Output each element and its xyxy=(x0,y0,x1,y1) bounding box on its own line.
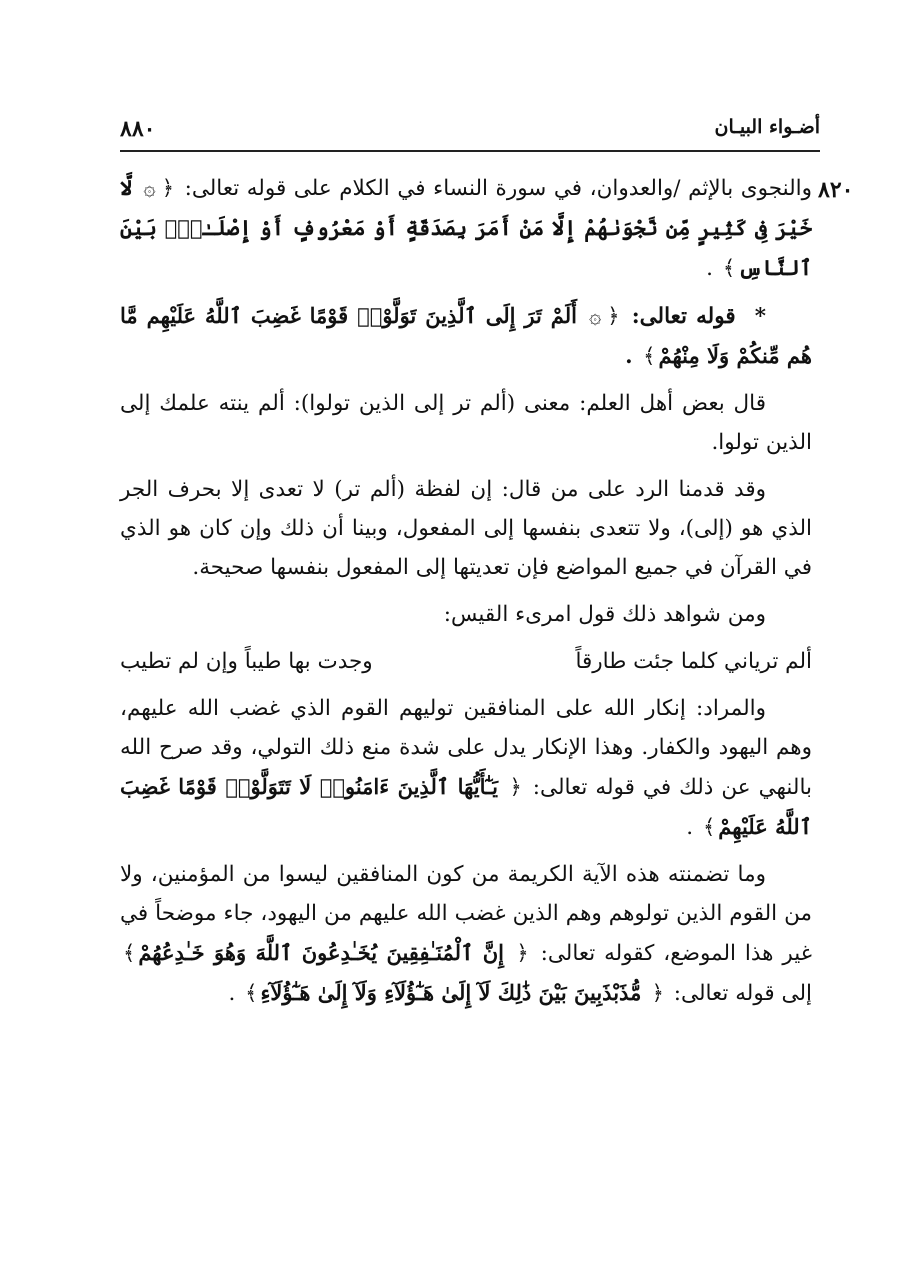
paragraph-1 xyxy=(120,168,812,288)
open-bracket-ornament: ﴿ xyxy=(651,981,664,1005)
paragraph-7-text-b: إلى قوله تعالى: xyxy=(673,981,812,1006)
poetry-verse xyxy=(120,642,812,681)
star-marker: * xyxy=(754,304,766,329)
page-body xyxy=(120,168,812,1021)
margin-line-number: ٨٢٠ xyxy=(818,177,854,203)
verse-heading xyxy=(120,296,812,376)
paragraph-5 xyxy=(120,595,812,634)
rosette-ornament: ۞ xyxy=(143,176,156,200)
paragraph-5-text: ومن شواهد ذلك قول امرىء القيس: xyxy=(443,602,766,627)
quran-quote-1-text: لَّا خَيْرَ فِى كَثِيرٍ مِّن نَّجْوَىٰهُمْ إِلَّا مَنْ أَمَرَ بِصَدَقَةٍ أَوْ مَعْرُوفٍ أَوْ إِصْلَـٰحٍۭ بَيْنَ ٱلنَّاسِ xyxy=(120,175,812,280)
paragraph-7 xyxy=(120,855,812,1013)
paragraph-6 xyxy=(120,689,812,847)
page-number: ٨٨٠ xyxy=(120,116,156,142)
poetry-hemistich-1: ألم ترياني كلما جئت طارقاً xyxy=(575,649,812,674)
verse-heading-end: . xyxy=(625,344,633,369)
verse-heading-lead: قوله تعالى: xyxy=(631,304,736,329)
quran-quote-5 xyxy=(242,980,667,1005)
paragraph-6-end: . xyxy=(686,815,694,840)
open-bracket-ornament: ﴿ xyxy=(509,775,522,799)
paragraph-7-end: . xyxy=(228,981,236,1006)
close-bracket-ornament: ﴾ xyxy=(643,344,656,368)
paragraph-1-end: . xyxy=(706,256,714,281)
header-rule xyxy=(120,150,820,152)
paragraph-1-text: والنجوى بالإثم /والعدوان، في سورة النساء في الكلام على قوله تعالى: xyxy=(184,176,812,201)
open-bracket-ornament: ﴿ xyxy=(516,941,529,965)
paragraph-3 xyxy=(120,384,812,462)
open-bracket-ornament: ﴿ xyxy=(161,176,174,200)
quran-quote-5-text: مُّذَبْذَبِينَ بَيْنَ ذَٰلِكَ لَآ إِلَىٰ هَـٰٓؤُلَآءِ وَلَآ إِلَىٰ هَـٰٓؤُلَآءِ xyxy=(260,980,642,1005)
paragraph-7-text-a: وما تضمنته هذه الآية الكريمة من كون المنافقين ليسوا من المؤمنين، ولا من القوم الذين تولوهم وهم الذين غضب الله عليهم من اليهود، جاء موضحاً في غير هذا الموضع، كقوله تعالى: xyxy=(120,862,812,966)
close-bracket-ornament: ﴾ xyxy=(702,815,716,839)
paragraph-3-text: قال بعض أهل العلم: معنى (ألم تر إلى الذين تولوا): ألم ينته علمك إلى الذين تولوا. xyxy=(120,391,812,455)
rosette-ornament: ۞ xyxy=(588,304,602,328)
quran-quote-4 xyxy=(120,940,532,965)
quran-quote-2-text: أَلَمْ تَرَ إِلَى ٱلَّذِينَ تَوَلَّوْا۟ قَوْمًا غَضِبَ ٱللَّهُ عَلَيْهِم مَّا هُم مِّنكُمْ وَلَا مِنْهُمْ xyxy=(120,303,812,368)
page-header xyxy=(120,112,820,148)
close-bracket-ornament: ﴾ xyxy=(722,256,736,280)
paragraph-4-text: وقد قدمنا الرد على من قال: إن لفظة (ألم تر) لا تعدى إلا بحرف الجر الذي هو (إلى)، ولا تتعدى بنفسها إلى المفعول، وبينا أن ذلك وإن كان هو الذي في القرآن في جميع المواضع فإن تعديتها إلى المفعول بنفسها صحيحة. xyxy=(120,477,812,580)
close-bracket-ornament: ﴾ xyxy=(123,941,136,965)
paragraph-6-text: والمراد: إنكار الله على المنافقين توليهم القوم الذي غضب الله عليهم، وهم اليهود والكفار. وهذا الإنكار يدل على شدة منع ذلك التولي، وقد صرح الله بالنهي عن ذلك في قوله تعالى: xyxy=(120,696,812,800)
close-bracket-ornament: ﴾ xyxy=(245,981,258,1005)
poetry-hemistich-2: وجدت بها طيباً وإن لم تطيب xyxy=(120,649,373,674)
quran-quote-3-text: يَـٰٓأَيُّهَا ٱلَّذِينَ ءَامَنُوا۟ لَا تَتَوَلَّوْا۟ قَوْمًا غَضِبَ ٱللَّهُ عَلَيْهِمْ xyxy=(120,774,812,839)
open-bracket-ornament: ﴿ xyxy=(607,304,620,328)
quran-quote-4-text: إِنَّ ٱلْمُنَـٰفِقِينَ يُخَـٰدِعُونَ ٱللَّهَ وَهُوَ خَـٰدِعُهُمْ xyxy=(138,940,505,965)
paragraph-4 xyxy=(120,470,812,587)
running-title: أضـواء البيـان xyxy=(714,116,820,138)
